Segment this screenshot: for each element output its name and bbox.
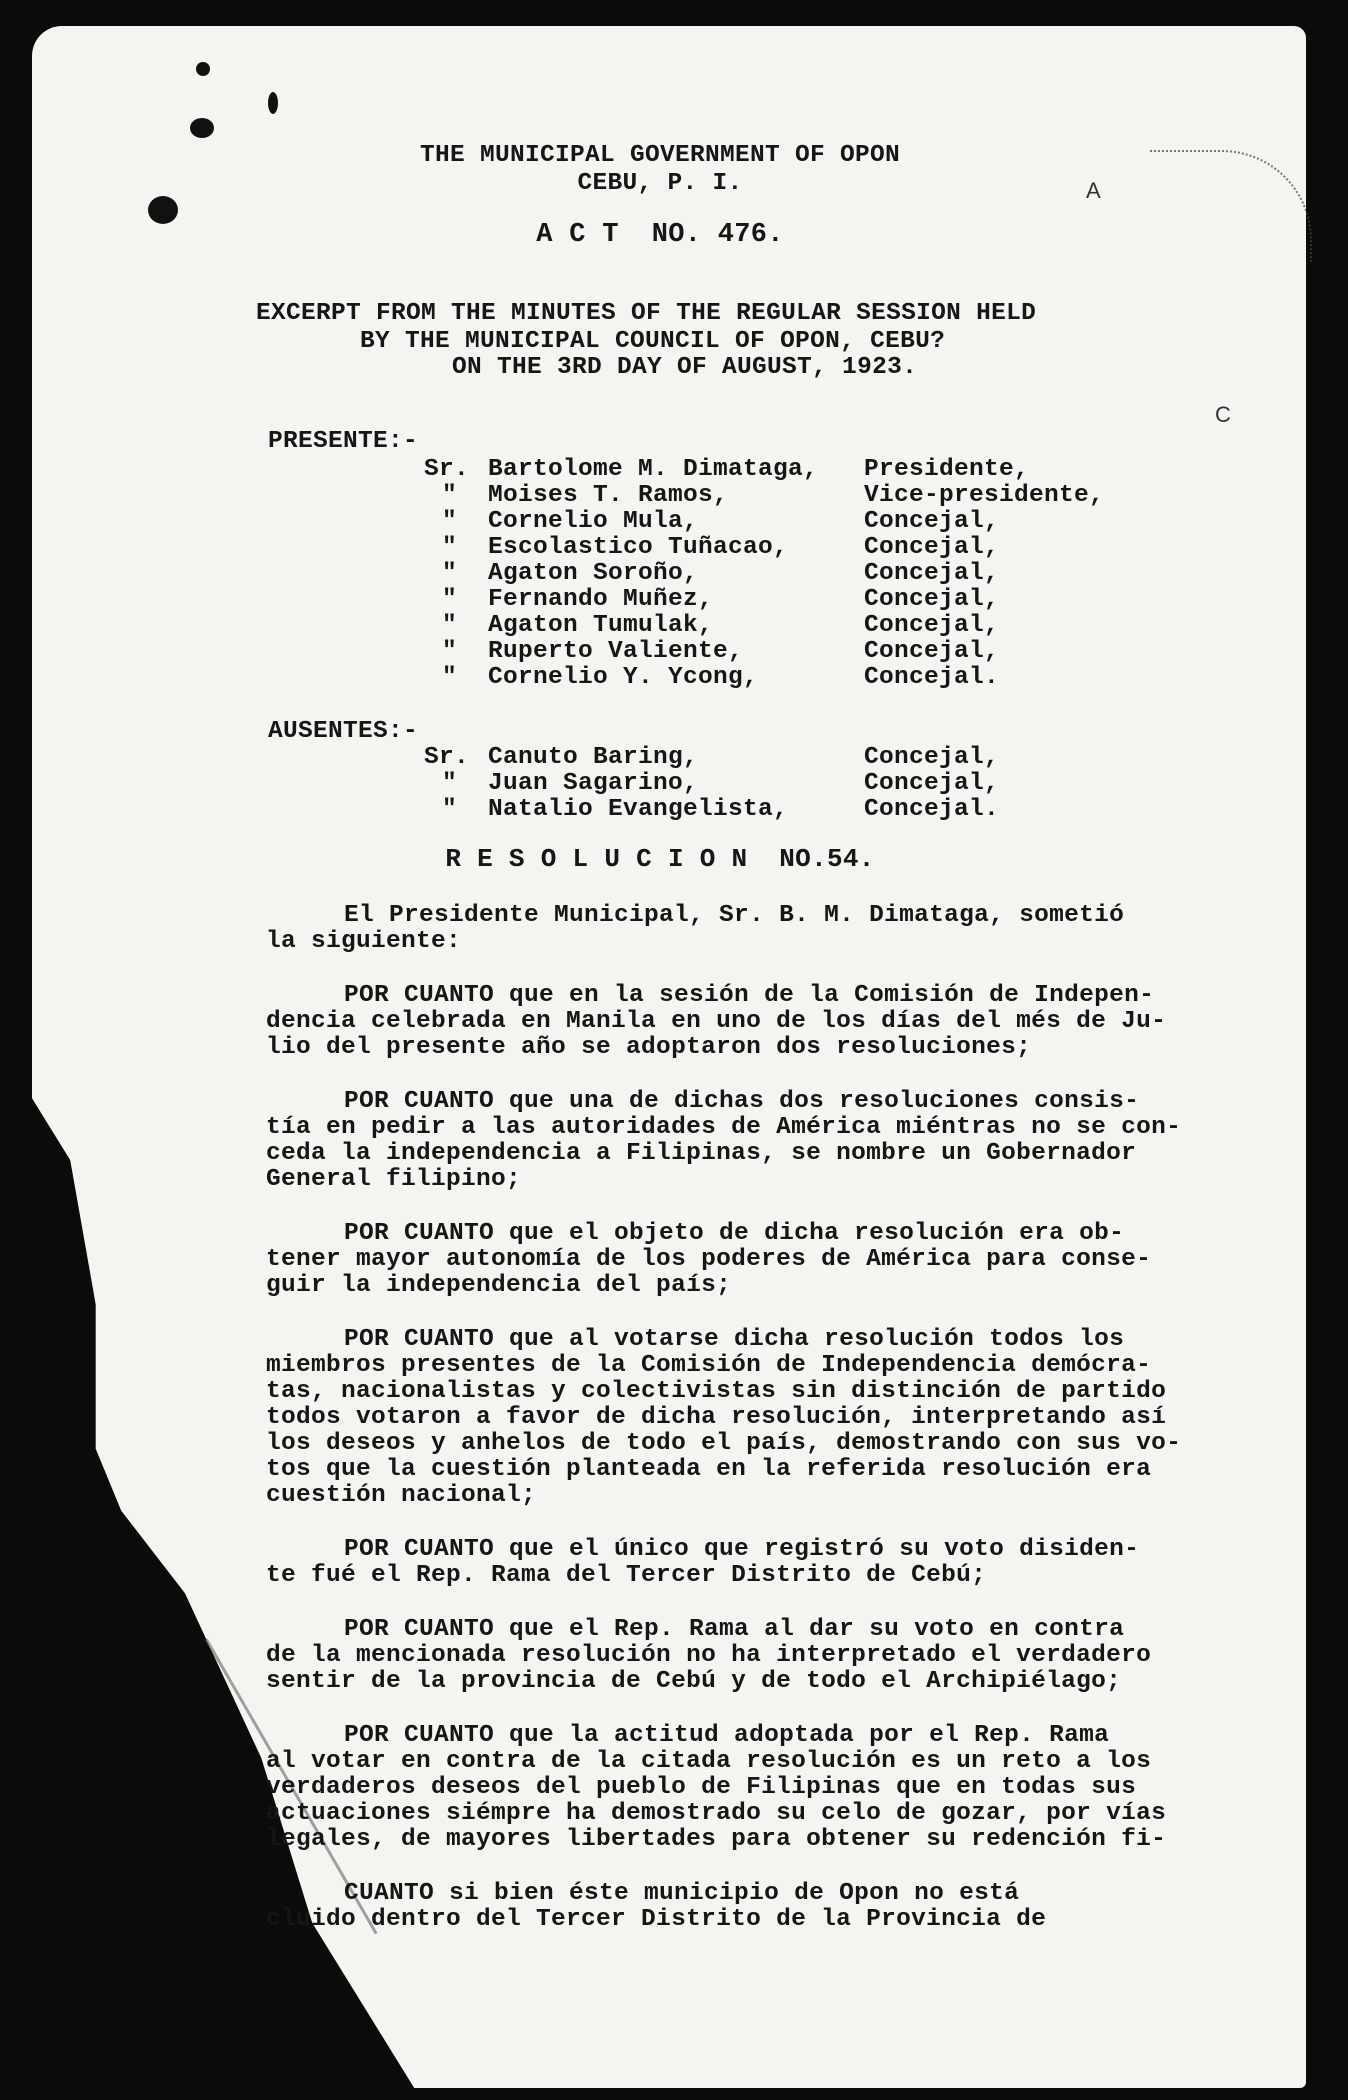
body-line: cuestión nacional; [266, 1482, 537, 1509]
absent-member-prefix: " [442, 796, 458, 823]
present-member-prefix: " [442, 482, 458, 509]
present-member-role: Concejal, [864, 508, 1000, 535]
present-member-role: Concejal, [864, 534, 1000, 561]
absent-member-name: Canuto Baring, [488, 744, 699, 771]
present-member-prefix: " [442, 534, 458, 561]
absent-member-prefix: " [442, 770, 458, 797]
present-member-name: Ruperto Valiente, [488, 638, 744, 665]
body-line: tener mayor autonomía de los poderes de América para conse- [266, 1246, 1152, 1273]
body-line: POR CUANTO que una de dichas dos resoluciones consis- [344, 1088, 1140, 1115]
present-member-prefix: " [442, 664, 458, 691]
present-member-role: Presidente, [864, 456, 1030, 483]
absent-member-role: Concejal, [864, 770, 1000, 797]
body-line: te fué el Rep. Rama del Tercer Distrito de Cebú; [266, 1562, 987, 1589]
absent-member-name: Natalio Evangelista, [488, 796, 789, 823]
body-line: los deseos y anhelos de todo el país, demostrando con sus vo- [266, 1430, 1182, 1457]
body-line: tas, nacionalistas y colectivistas sin distinción de partido [266, 1378, 1167, 1405]
present-member-prefix: Sr. [424, 456, 470, 483]
excerpt-line: BY THE MUNICIPAL COUNCIL OF OPON, CEBU? [360, 328, 946, 355]
body-line: legales, de mayores libertades para obtener su redención fi- [266, 1826, 1167, 1853]
present-member-prefix: " [442, 586, 458, 613]
body-line: POR CUANTO que al votarse dicha resolución todos los [344, 1326, 1125, 1353]
body-line: lio del presente año se adoptaron dos resoluciones; [266, 1034, 1032, 1061]
present-member-name: Agaton Soroño, [488, 560, 699, 587]
body-line: POR CUANTO que el único que registró su voto disiden- [344, 1536, 1140, 1563]
body-line: ceda la independencia a Filipinas, se nombre un Gobernador [266, 1140, 1137, 1167]
body-line: guir la independencia del país; [266, 1272, 732, 1299]
present-member-prefix: " [442, 560, 458, 587]
present-member-name: Bartolome M. Dimataga, [488, 456, 819, 483]
present-member-role: Concejal, [864, 560, 1000, 587]
present-member-name: Fernando Muñez, [488, 586, 714, 613]
present-member-name: Moises T. Ramos, [488, 482, 729, 509]
act-number: A C T NO. 476. [536, 220, 784, 250]
present-member-prefix: " [442, 638, 458, 665]
absent-member-role: Concejal. [864, 796, 1000, 823]
body-line: verdaderos deseos del pueblo de Filipinas que en todas sus [266, 1774, 1137, 1801]
body-line: POR CUANTO que el objeto de dicha resolución era ob- [344, 1220, 1125, 1247]
header-government: THE MUNICIPAL GOVERNMENT OF OPON [419, 142, 901, 169]
presentes-label: PRESENTE:- [268, 428, 419, 455]
body-line: sentir de la provincia de Cebú y de todo el Archipiélago; [266, 1668, 1122, 1695]
present-member-prefix: " [442, 612, 458, 639]
absent-member-name: Juan Sagarino, [488, 770, 699, 797]
body-line: actuaciones siémpre ha demostrado su celo de gozar, por vías [266, 1800, 1167, 1827]
body-line: El Presidente Municipal, Sr. B. M. Dimataga, sometió [344, 902, 1125, 929]
present-member-name: Escolastico Tuñacao, [488, 534, 789, 561]
body-line: la siguiente: [266, 928, 462, 955]
absent-member-prefix: Sr. [424, 744, 470, 771]
absent-member-role: Concejal, [864, 744, 1000, 771]
body-line: POR CUANTO que en la sesión de la Comisión de Indepen- [344, 982, 1155, 1009]
body-line: de la mencionada resolución no ha interpretado el verdadero [266, 1642, 1152, 1669]
margin-mark-a: A [1086, 178, 1101, 203]
present-member-name: Cornelio Mula, [488, 508, 699, 535]
header-location: CEBU, P. I. [577, 170, 743, 197]
body-line: POR CUANTO que el Rep. Rama al dar su voto en contra [344, 1616, 1125, 1643]
present-member-role: Concejal, [864, 612, 1000, 639]
body-line: miembros presentes de la Comisión de Independencia demócra- [266, 1352, 1152, 1379]
ausentes-label: AUSENTES:- [268, 718, 419, 745]
resolution-title: R E S O L U C I O N NO.54. [445, 844, 875, 874]
present-member-name: Agaton Tumulak, [488, 612, 714, 639]
present-member-role: Concejal, [864, 638, 1000, 665]
excerpt-line: ON THE 3RD DAY OF AUGUST, 1923. [452, 354, 918, 381]
body-line: POR CUANTO que la actitud adoptada por el Rep. Rama [344, 1722, 1110, 1749]
present-member-prefix: " [442, 508, 458, 535]
body-line: CUANTO si bien éste municipio de Opon no está [344, 1880, 1020, 1907]
excerpt-line: EXCERPT FROM THE MINUTES OF THE REGULAR SESSION HELD [256, 300, 1037, 327]
body-line: todos votaron a favor de dicha resolución, interpretando así [266, 1404, 1167, 1431]
body-line: dencia celebrada en Manila en uno de los días del més de Ju- [266, 1008, 1167, 1035]
body-line: cluido dentro del Tercer Distrito de la Provincia de [266, 1906, 1047, 1933]
present-member-role: Vice-presidente, [864, 482, 1105, 509]
body-line: tía en pedir a las autoridades de América miéntras no se con- [266, 1114, 1182, 1141]
body-line: al votar en contra de la citada resolución es un reto a los [266, 1748, 1152, 1775]
body-line: tos que la cuestión planteada en la referida resolución era [266, 1456, 1152, 1483]
present-member-role: Concejal. [864, 664, 1000, 691]
margin-mark-c: C [1215, 402, 1232, 427]
present-member-role: Concejal, [864, 586, 1000, 613]
body-line: General filipino; [266, 1166, 522, 1193]
present-member-name: Cornelio Y. Ycong, [488, 664, 759, 691]
